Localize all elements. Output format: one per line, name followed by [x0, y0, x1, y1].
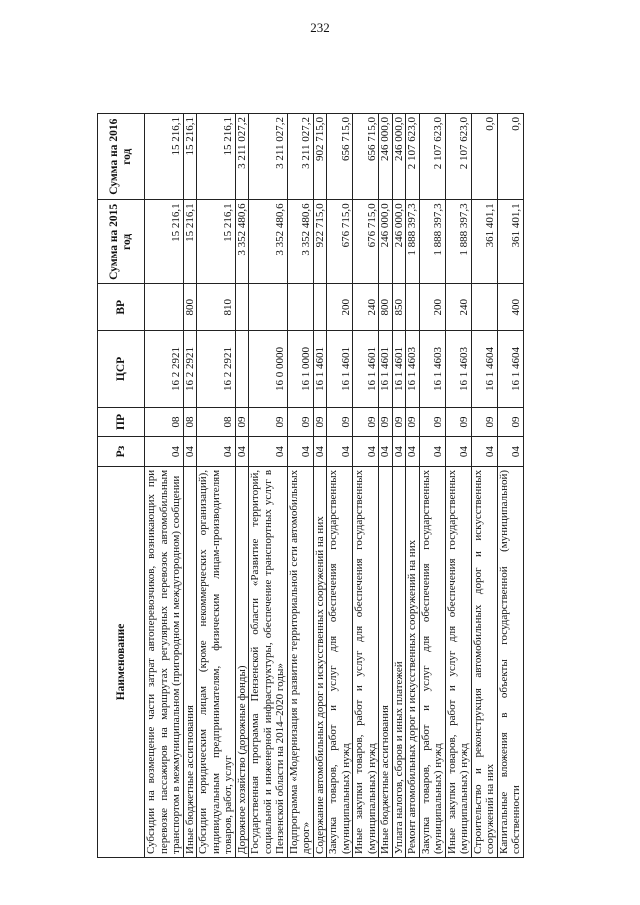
cell-sum-2016: 656 715,0 [327, 114, 353, 200]
table-row [313, 114, 327, 858]
cell-pr: 08 [197, 407, 236, 437]
cell-pr: 09 [249, 407, 288, 437]
cell-vr: 800 [379, 284, 393, 331]
cell-sum-2015: 361 401,1 [497, 200, 523, 284]
table-header-row [98, 114, 145, 858]
cell-vr [235, 284, 249, 331]
table-row [327, 114, 353, 858]
cell-rz: 04 [145, 437, 184, 467]
cell-pr: 09 [392, 407, 406, 437]
cell-sum-2015: 361 401,1 [471, 200, 497, 284]
cell-rz: 04 [313, 437, 327, 467]
cell-name: Иные закупки товаров, работ и услуг для обеспечения государственных (муниципальных) нужд [445, 466, 471, 857]
budget-table [97, 113, 524, 858]
cell-rz: 04 [406, 437, 420, 467]
cell-sum-2016: 2 107 623,0 [406, 114, 420, 200]
cell-name: Иные закупки товаров, работ и услуг для обеспечения государственных (муниципальных) нужд [353, 466, 379, 857]
cell-sum-2015: 15 216,1 [145, 200, 184, 284]
cell-csr: 16 1 4601 [313, 331, 327, 407]
table-row [197, 114, 236, 858]
cell-csr: 16 1 4601 [392, 331, 406, 407]
table-row [287, 114, 313, 858]
cell-sum-2016: 656 715,0 [353, 114, 379, 200]
cell-sum-2016: 0,0 [497, 114, 523, 200]
cell-name: Иные бюджетные ассигнования [183, 466, 197, 857]
cell-name: Государственная программа Пензенской области «Развитие территорий, социальной и инженерной инфраструктуры, обеспечение транспортных услуг в Пензенской области на 2014–2020 годы» [249, 466, 288, 857]
cell-pr: 09 [287, 407, 313, 437]
cell-vr [287, 284, 313, 331]
header-sum-2015: Сумма на 2015 год [98, 200, 145, 284]
cell-rz: 04 [445, 437, 471, 467]
header-vr: ВР [98, 284, 145, 331]
cell-sum-2016: 902 715,0 [313, 114, 327, 200]
table-row [379, 114, 393, 858]
cell-sum-2016: 3 211 027,2 [235, 114, 249, 200]
cell-rz: 04 [471, 437, 497, 467]
cell-vr: 200 [419, 284, 445, 331]
cell-vr: 850 [392, 284, 406, 331]
cell-csr: 16 1 4604 [471, 331, 497, 407]
cell-vr [145, 284, 184, 331]
table-row [419, 114, 445, 858]
cell-vr: 240 [445, 284, 471, 331]
cell-csr: 16 1 4603 [445, 331, 471, 407]
rotated-table-wrapper [97, 113, 637, 858]
cell-csr: 16 2 2921 [197, 331, 236, 407]
cell-sum-2015: 1 888 397,3 [406, 200, 420, 284]
cell-sum-2015: 676 715,0 [353, 200, 379, 284]
cell-sum-2015: 922 715,0 [313, 200, 327, 284]
table-row [497, 114, 523, 858]
cell-name: Дорожное хозяйство (дорожные фонды) [235, 466, 249, 857]
table-row [183, 114, 197, 858]
cell-pr: 09 [353, 407, 379, 437]
cell-csr: 16 2 2921 [183, 331, 197, 407]
cell-pr: 09 [313, 407, 327, 437]
cell-rz: 04 [327, 437, 353, 467]
cell-name: Уплата налогов, сборов и иных платежей [392, 466, 406, 857]
cell-csr: 16 1 0000 [287, 331, 313, 407]
header-sum-2016: Сумма на 2016 год [98, 114, 145, 200]
cell-csr: 16 2 2921 [145, 331, 184, 407]
cell-rz: 04 [249, 437, 288, 467]
cell-pr: 09 [406, 407, 420, 437]
cell-csr [235, 331, 249, 407]
cell-pr: 09 [445, 407, 471, 437]
cell-name: Подпрограмма «Модернизация и развитие территориальной сети автомобильных дорог» [287, 466, 313, 857]
cell-sum-2016: 246 000,0 [379, 114, 393, 200]
table-row [145, 114, 184, 858]
cell-csr: 16 1 4604 [497, 331, 523, 407]
cell-sum-2016: 15 216,1 [183, 114, 197, 200]
cell-name: Субсидии юридическим лицам (кроме некоммерческих организаций), индивидуальным предпринимателям, физическим лицам-производителям товаров, работ, услуг [197, 466, 236, 857]
cell-vr [313, 284, 327, 331]
cell-pr: 09 [379, 407, 393, 437]
cell-sum-2016: 15 216,1 [197, 114, 236, 200]
cell-pr: 09 [497, 407, 523, 437]
cell-name: Субсидии на возмещение части затрат автоперевозчиков, возникающих при перевозке пассажиров на маршрутах регулярных перевозок автомобильным транспортом в межмуниципальном (пригородном и междугородном) сообщении [145, 466, 184, 857]
cell-name: Закупка товаров, работ и услуг для обеспечения государственных (муниципальных) нужд [327, 466, 353, 857]
cell-csr: 16 1 4603 [419, 331, 445, 407]
cell-sum-2016: 2 107 623,0 [445, 114, 471, 200]
table-row [249, 114, 288, 858]
cell-sum-2015: 3 352 480,6 [235, 200, 249, 284]
cell-pr: 08 [145, 407, 184, 437]
cell-name: Капитальные вложения в объекты государственной (муниципальной) собственности [497, 466, 523, 857]
cell-sum-2015: 1 888 397,3 [419, 200, 445, 284]
cell-sum-2015: 246 000,0 [392, 200, 406, 284]
cell-csr: 16 1 4603 [406, 331, 420, 407]
cell-sum-2016: 0,0 [471, 114, 497, 200]
cell-rz: 04 [353, 437, 379, 467]
cell-pr: 09 [327, 407, 353, 437]
cell-vr [406, 284, 420, 331]
cell-rz: 04 [392, 437, 406, 467]
table-body [145, 114, 524, 858]
table-row [406, 114, 420, 858]
cell-sum-2015: 3 352 480,6 [287, 200, 313, 284]
cell-sum-2015: 1 888 397,3 [445, 200, 471, 284]
cell-rz: 04 [379, 437, 393, 467]
cell-sum-2016: 15 216,1 [145, 114, 184, 200]
table-row [392, 114, 406, 858]
cell-pr: 09 [419, 407, 445, 437]
cell-sum-2015: 3 352 480,6 [249, 200, 288, 284]
table-row [445, 114, 471, 858]
cell-vr: 400 [497, 284, 523, 331]
table-row [471, 114, 497, 858]
cell-name: Содержание автомобильных дорог и искусственных сооружений на них [313, 466, 327, 857]
cell-sum-2015: 15 216,1 [197, 200, 236, 284]
table-row [353, 114, 379, 858]
cell-vr [471, 284, 497, 331]
header-csr: ЦСР [98, 331, 145, 407]
header-name: Наименование [98, 466, 145, 857]
cell-rz: 04 [497, 437, 523, 467]
cell-rz: 04 [287, 437, 313, 467]
header-rz: Рз [98, 437, 145, 467]
cell-csr: 16 0 0000 [249, 331, 288, 407]
cell-sum-2016: 3 211 027,2 [249, 114, 288, 200]
cell-pr: 08 [183, 407, 197, 437]
cell-csr: 16 1 4601 [327, 331, 353, 407]
cell-vr: 800 [183, 284, 197, 331]
cell-name: Закупка товаров, работ и услуг для обеспечения государственных (муниципальных) нужд [419, 466, 445, 857]
cell-name: Строительство и реконструкция автомобильных дорог и искусственных сооружений на них [471, 466, 497, 857]
cell-sum-2016: 2 107 623,0 [419, 114, 445, 200]
cell-sum-2015: 246 000,0 [379, 200, 393, 284]
cell-pr: 09 [471, 407, 497, 437]
cell-sum-2016: 246 000,0 [392, 114, 406, 200]
cell-vr: 240 [353, 284, 379, 331]
cell-vr [249, 284, 288, 331]
cell-rz: 04 [183, 437, 197, 467]
cell-csr: 16 1 4601 [353, 331, 379, 407]
cell-vr: 200 [327, 284, 353, 331]
cell-name: Иные бюджетные ассигнования [379, 466, 393, 857]
cell-vr: 810 [197, 284, 236, 331]
cell-name: Ремонт автомобильных дорог и искусственных сооружений на них [406, 466, 420, 857]
cell-pr: 09 [235, 407, 249, 437]
header-pr: ПР [98, 407, 145, 437]
cell-sum-2016: 3 211 027,2 [287, 114, 313, 200]
page-number: 232 [310, 20, 330, 35]
cell-rz: 04 [419, 437, 445, 467]
cell-csr: 16 1 4601 [379, 331, 393, 407]
cell-rz: 04 [197, 437, 236, 467]
cell-rz: 04 [235, 437, 249, 467]
cell-sum-2015: 15 216,1 [183, 200, 197, 284]
table-row [235, 114, 249, 858]
cell-sum-2015: 676 715,0 [327, 200, 353, 284]
